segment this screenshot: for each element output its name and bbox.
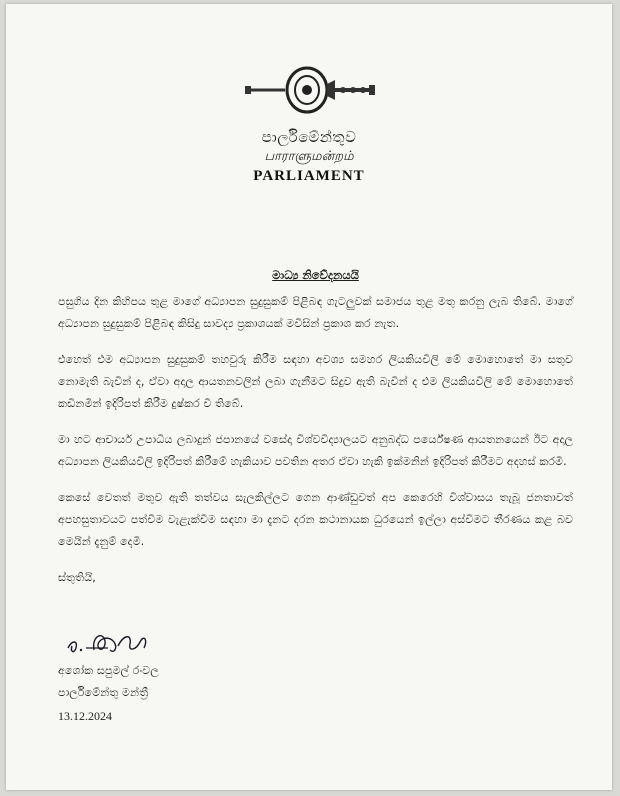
letterhead-title-tamil: பாராளுமன்றம் <box>264 149 354 164</box>
letterhead-title-english: PARLIAMENT <box>253 168 365 184</box>
letterhead-title-sinhala: පාර්ලිමේන්තුව <box>261 128 357 146</box>
statement-paragraph: එහෙත් එම අධ්‍යාපන සුදුසුකම් තහවුරු කිරීම සඳහා අවශ්‍ය සමහර ලියකියවිලි මේ මොහොතේ මා සතුව නොමැති බැවින් ද, ඒවා අදාල ආයතනවලින් ලබා ගැනීමට සිදුව ඇති බැවින් ද එම ලියකියවිලි මේ මොහොතේ කඩිනමින් ඉදිරිපත් කිරීම දුෂ්කර වී තිබේ. <box>58 353 573 410</box>
letter-page <box>6 4 612 790</box>
statement-body <box>58 264 573 589</box>
mace-emblem-icon <box>239 62 379 118</box>
statement-paragraph: කෙසේ වෙතත් මතුව ඇති තත්වය සැලකිල්ලට ගෙන ආණ්ඩුවත් අප කෙරෙහි විශ්වාසය තැබූ ජනතාවත් අපහසුතාවයට පත්වීම වැළැක්වීම සඳහා මා දැනට දරන කථානායක ධුරයෙන් ඉල්ලා අස්වීමට තීරණය කළ බව මෙයින් දැනුම් දෙමි. <box>58 491 573 548</box>
handwritten-signature <box>64 620 154 660</box>
statement-date: 13.12.2024 <box>58 709 112 723</box>
letterhead <box>6 62 612 185</box>
signatory-title: පාර්ලිමේන්තු මන්ත්‍රී <box>58 686 149 699</box>
signatory-name: අශෝක සපුමල් රංවල <box>58 664 159 677</box>
statement-heading: මාධ්‍ය නිවේදනයයි <box>272 268 359 282</box>
closing-text: ස්තුතියි, <box>58 571 96 584</box>
statement-paragraph: පසුගිය දින කිහිපය තුළ මාගේ අධ්‍යාපන සුදුසුකම් පිළිබඳ ගැටලුවක් සමාජය තුළ මතු කරනු ලැබ තිබේ. මාගේ අධ්‍යාපන සුදුසුකම් පිළිබඳ කිසිදු සාවද්‍ය ප්‍රකාශයක් මවිසින් ප්‍රකාශ කර නැත. <box>58 295 573 330</box>
statement-paragraph: මා හට ආචාර්ය උපාධිය ලබාදුන් ජපානයේ වසේදා විශ්වවිද්‍යාලයට අනුබද්ධ පර්යේෂණ ආයතනයෙන් ඊට අදාල අධ්‍යාපන ලියකියවිලි ඉදිරිපත් කිරීමේ හැකියාව පවතින අතර ඒවා හැකි ඉක්මනින් ඉදිරිපත් කිරීමට අදහස් කරමි. <box>58 433 573 468</box>
signature-block <box>58 660 159 727</box>
